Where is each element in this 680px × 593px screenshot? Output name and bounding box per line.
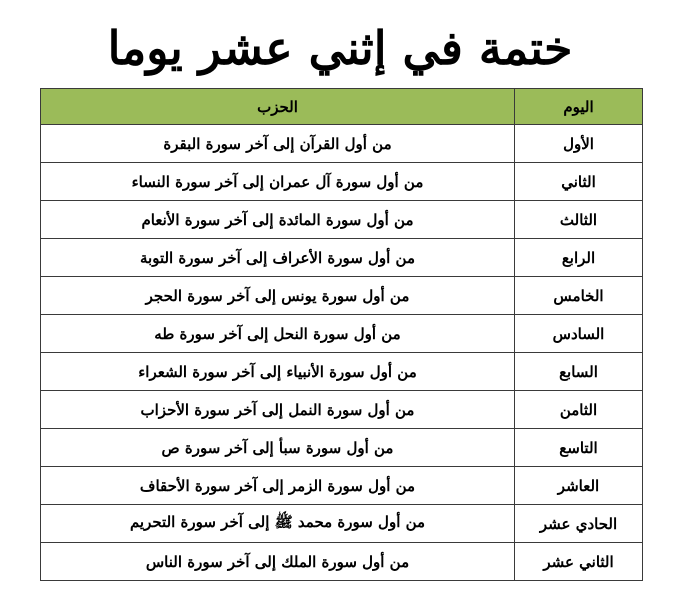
day-cell: العاشر [515, 467, 643, 505]
table-row [41, 353, 643, 391]
hizb-cell: من أول سورة الأنبياء إلى آخر سورة الشعراء [41, 353, 515, 391]
hizb-cell: من أول سورة المائدة إلى آخر سورة الأنعام [41, 201, 515, 239]
day-cell: الخامس [515, 277, 643, 315]
khatma-schedule-table [40, 88, 643, 581]
table-row [41, 125, 643, 163]
day-cell: الأول [515, 125, 643, 163]
table-row [41, 429, 643, 467]
table-row [41, 239, 643, 277]
hizb-cell: من أول سورة النحل إلى آخر سورة طه [41, 315, 515, 353]
table-header-row [41, 89, 643, 125]
title-container [0, 8, 680, 88]
day-cell: الرابع [515, 239, 643, 277]
hizb-cell: من أول سورة سبأ إلى آخر سورة ص [41, 429, 515, 467]
day-cell: الثالث [515, 201, 643, 239]
page-title: ختمة في إثني عشر يوما [107, 21, 573, 75]
table-row [41, 277, 643, 315]
hizb-cell: من أول سورة يونس إلى آخر سورة الحجر [41, 277, 515, 315]
hizb-cell: من أول القرآن إلى آخر سورة البقرة [41, 125, 515, 163]
day-cell: السابع [515, 353, 643, 391]
table-row [41, 315, 643, 353]
column-header-day: اليوم [515, 89, 643, 125]
hizb-cell: من أول سورة النمل إلى آخر سورة الأحزاب [41, 391, 515, 429]
hizb-cell: من أول سورة الأعراف إلى آخر سورة التوبة [41, 239, 515, 277]
day-cell: الثامن [515, 391, 643, 429]
day-cell: الثاني عشر [515, 543, 643, 581]
column-header-hizb: الحزب [41, 89, 515, 125]
table-row [41, 201, 643, 239]
day-cell: التاسع [515, 429, 643, 467]
hizb-cell: من أول سورة الملك إلى آخر سورة الناس [41, 543, 515, 581]
table-row [41, 505, 643, 543]
hizb-cell: من أول سورة محمد ﷺ إلى آخر سورة التحريم [41, 505, 515, 543]
hizb-cell: من أول سورة آل عمران إلى آخر سورة النساء [41, 163, 515, 201]
day-cell: الثاني [515, 163, 643, 201]
table-row [41, 391, 643, 429]
table-row [41, 543, 643, 581]
table-row [41, 163, 643, 201]
table-row [41, 467, 643, 505]
day-cell: السادس [515, 315, 643, 353]
day-cell: الحادي عشر [515, 505, 643, 543]
hizb-cell: من أول سورة الزمر إلى آخر سورة الأحقاف [41, 467, 515, 505]
